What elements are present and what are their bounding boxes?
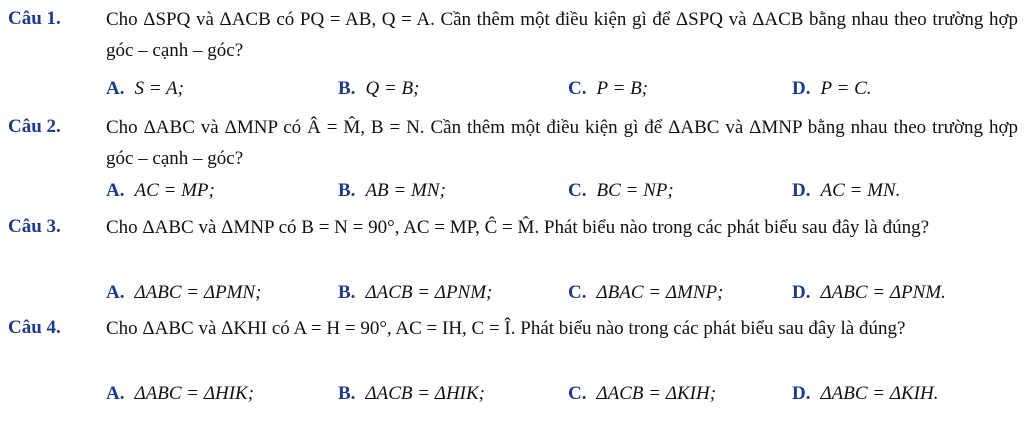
answer-options <box>106 74 1018 104</box>
option-label: B. <box>338 282 356 303</box>
option-a[interactable] <box>106 176 215 206</box>
answer-options <box>106 278 1018 308</box>
option-c[interactable] <box>568 278 723 308</box>
answer-options <box>106 176 1018 206</box>
option-label: A. <box>106 282 125 303</box>
option-b[interactable] <box>338 379 485 409</box>
option-label: A. <box>106 78 125 99</box>
option-c[interactable] <box>568 379 716 409</box>
option-b[interactable] <box>338 74 419 104</box>
option-c[interactable] <box>568 74 648 104</box>
option-text: BC = NP; <box>596 180 674 201</box>
option-c[interactable] <box>568 176 674 206</box>
option-text: ΔBAC = ΔMNP; <box>596 282 724 303</box>
option-text: ΔACB = ΔKIH; <box>596 383 717 404</box>
option-label: C. <box>568 180 587 201</box>
question-number: Câu 1. <box>8 8 61 29</box>
option-text: ΔABC = ΔPMN; <box>134 282 262 303</box>
option-label: B. <box>338 78 356 99</box>
question-stem: Cho ΔABC và ΔMNP có Â = M̂, B = N. Cần thêm một điều kiện gì để ΔABC và ΔMNP bằng nhau theo trường hợp góc – cạnh – góc? <box>106 117 1018 169</box>
option-label: A. <box>106 383 125 404</box>
option-label: D. <box>792 78 811 99</box>
option-a[interactable] <box>106 74 184 104</box>
option-text: S = A; <box>134 78 184 99</box>
option-text: ΔABC = ΔHIK; <box>134 383 255 404</box>
option-label: C. <box>568 383 587 404</box>
option-text: P = C. <box>820 78 872 99</box>
option-text: ΔABC = ΔPNM. <box>820 282 946 303</box>
option-d[interactable] <box>792 176 900 206</box>
option-label: A. <box>106 180 125 201</box>
question-number: Câu 2. <box>8 116 61 137</box>
option-a[interactable] <box>106 278 261 308</box>
question-stem: Cho ΔABC và ΔMNP có B = N = 90°, AC = MP, Ĉ = M̂. Phát biểu nào trong các phát biểu sau đây là đúng? <box>106 217 930 238</box>
option-label: B. <box>338 180 356 201</box>
option-text: AC = MP; <box>134 180 215 201</box>
question-number: Câu 4. <box>8 317 61 338</box>
option-text: ΔABC = ΔKIH. <box>820 383 939 404</box>
option-label: C. <box>568 78 587 99</box>
question-number: Câu 3. <box>8 216 61 237</box>
option-a[interactable] <box>106 379 254 409</box>
option-d[interactable] <box>792 379 938 409</box>
option-text: P = B; <box>596 78 649 99</box>
option-b[interactable] <box>338 278 492 308</box>
option-d[interactable] <box>792 74 872 104</box>
option-d[interactable] <box>792 278 946 308</box>
option-label: D. <box>792 282 811 303</box>
option-label: B. <box>338 383 356 404</box>
option-text: ΔACB = ΔHIK; <box>365 383 485 404</box>
answer-options <box>106 379 1018 409</box>
option-b[interactable] <box>338 176 446 206</box>
option-text: AC = MN. <box>820 180 901 201</box>
option-label: C. <box>568 282 587 303</box>
option-label: D. <box>792 180 811 201</box>
option-text: Q = B; <box>365 78 420 99</box>
option-text: AB = MN; <box>365 180 446 201</box>
option-text: ΔACB = ΔPNM; <box>365 282 493 303</box>
question-stem: Cho ΔABC và ΔKHI có A = H = 90°, AC = IH, C = Î. Phát biểu nào trong các phát biểu sau đây là đúng? <box>106 318 906 339</box>
question-stem: Cho ΔSPQ và ΔACB có PQ = AB, Q = A. Cần thêm một điều kiện gì để ΔSPQ và ΔACB bằng nhau theo trường hợp góc – cạnh – góc? <box>106 9 1018 61</box>
option-label: D. <box>792 383 811 404</box>
